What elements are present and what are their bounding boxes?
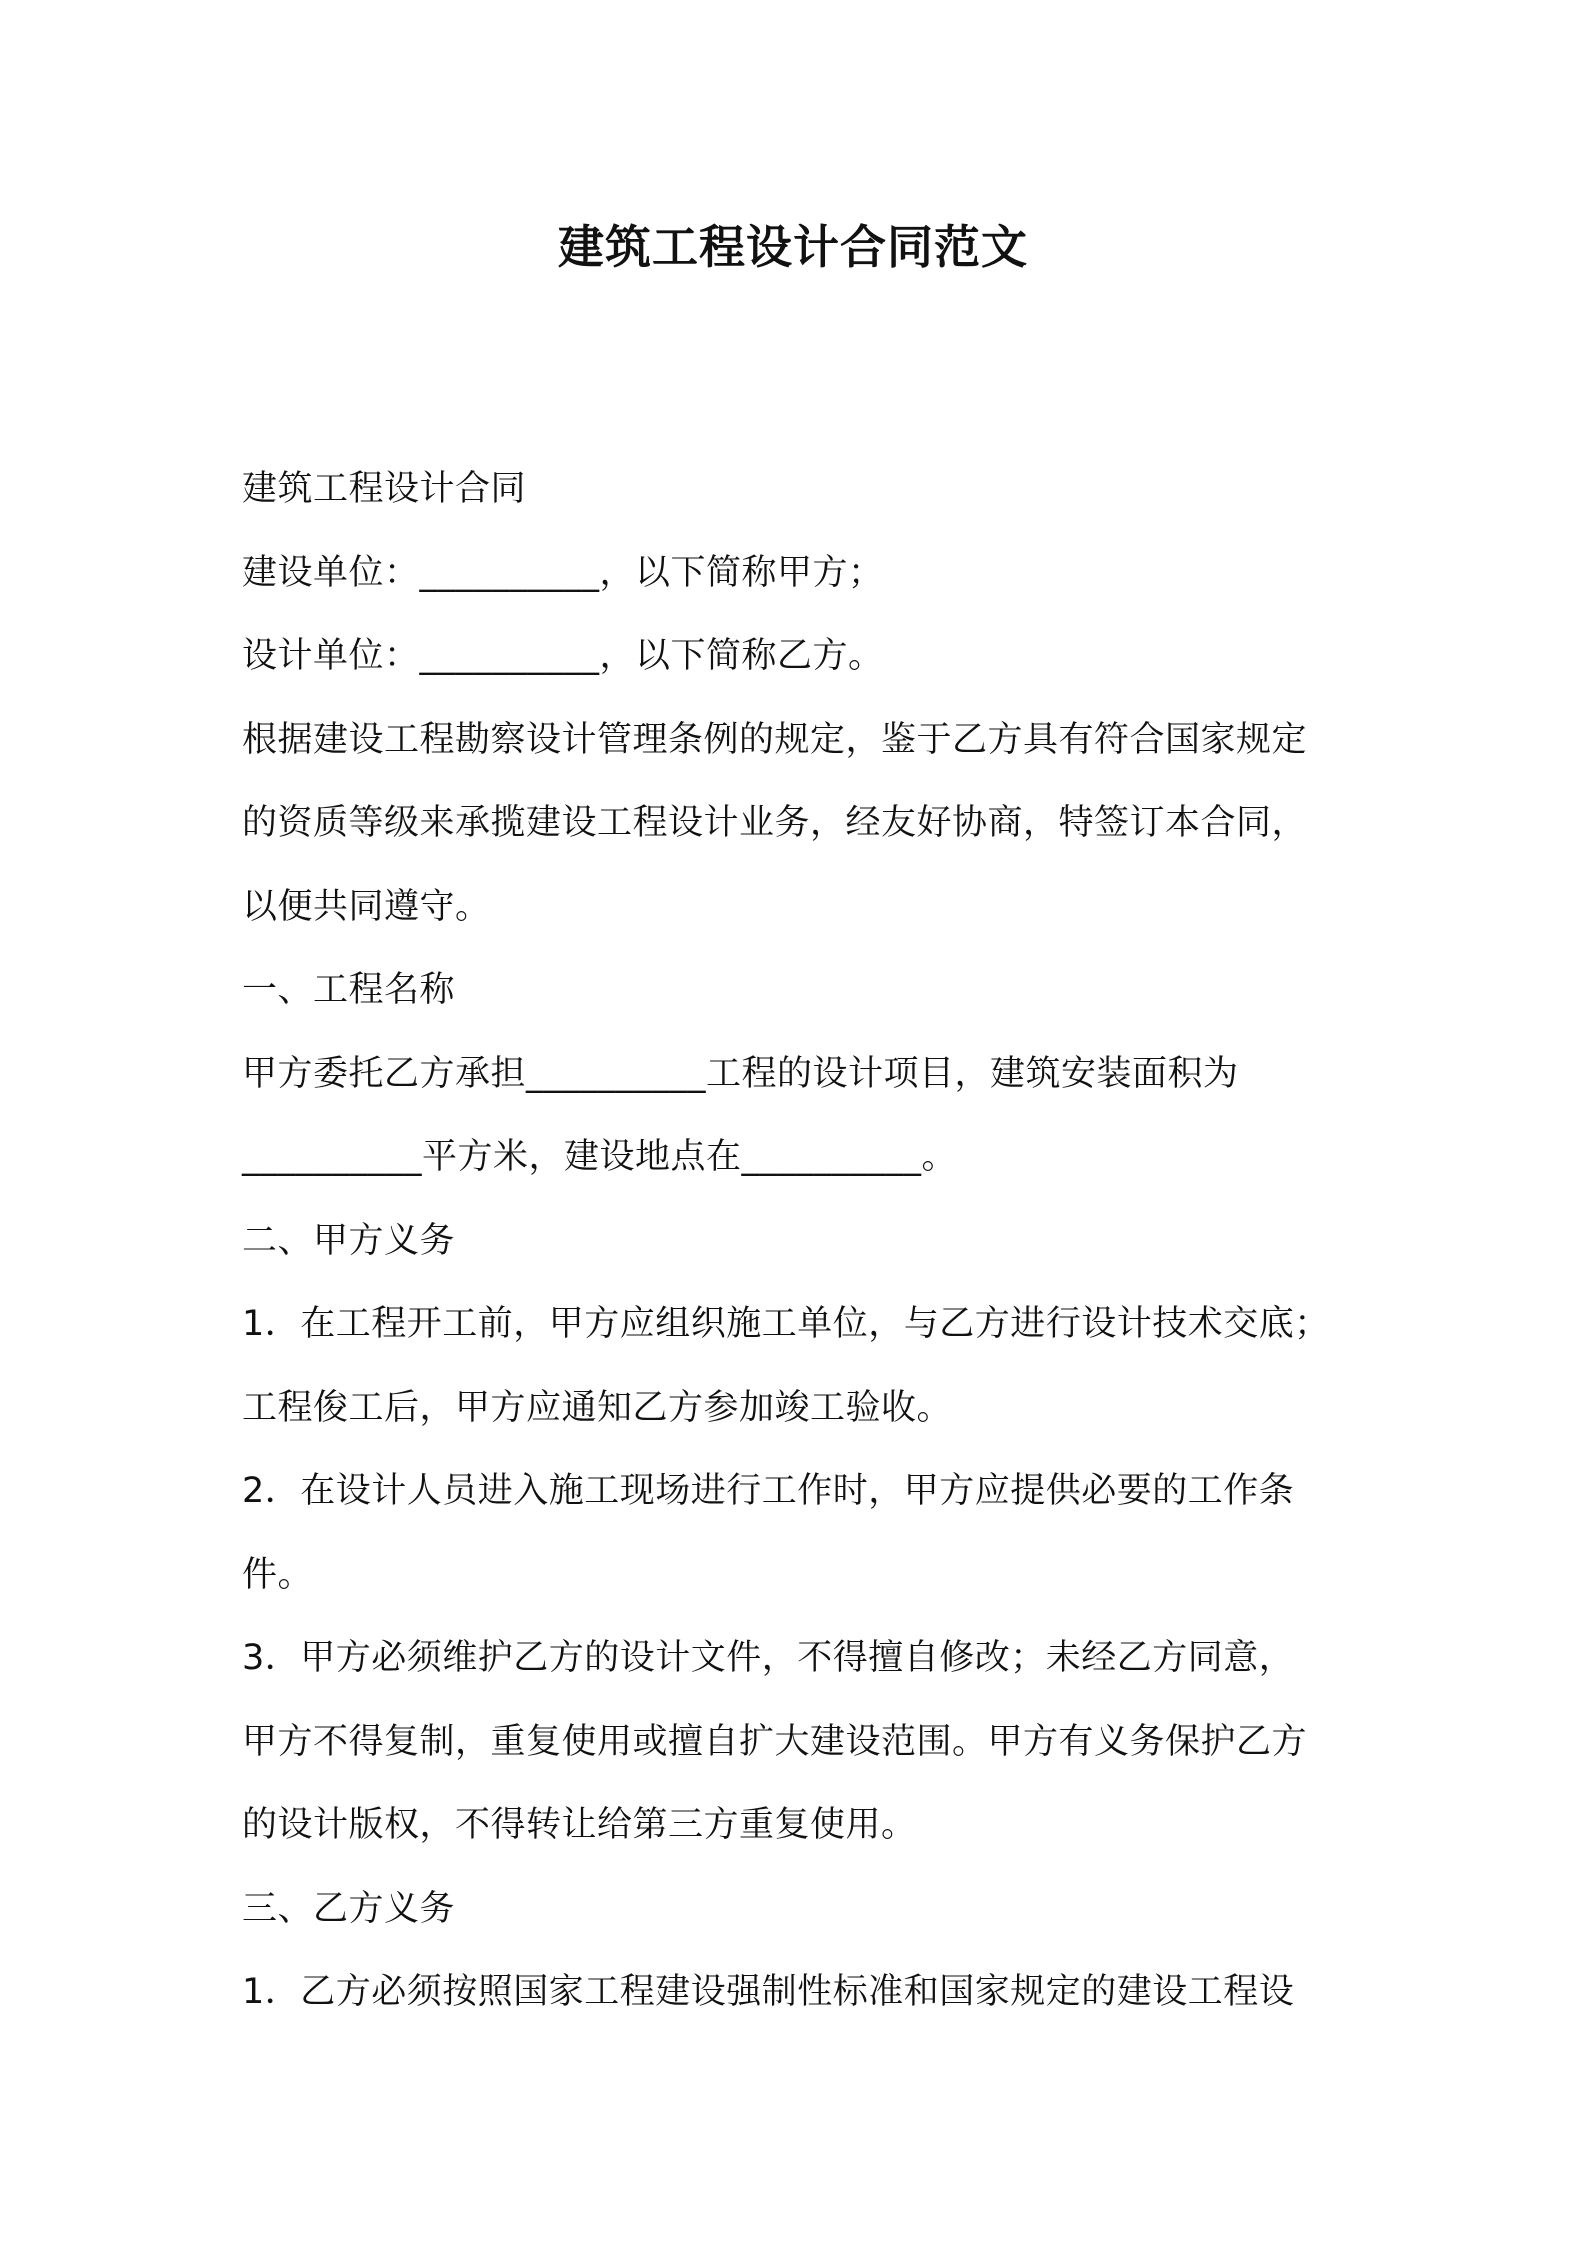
party-b-line: 设计单位：__________，以下简称乙方。 [242,636,884,676]
paragraph-line: __________平方米，建设地点在__________。 [242,1137,958,1177]
paragraph-line: 工程俊工后，甲方应通知乙方参加竣工验收。 [242,1387,953,1428]
paragraph-line: 甲方委托乙方承担__________工程的设计项目，建筑安装面积为 [242,1053,1239,1094]
paragraph-line: 甲方不得复制，重复使用或擅自扩大建设范围。甲方有义务保护乙方 [242,1721,1308,1762]
party-a-line: 建设单位：__________，以下简称甲方； [242,552,884,593]
paragraph-line: 1．乙方必须按照国家工程建设强制性标准和国家规定的建设工程设 [242,1972,1295,2012]
paragraph-line: 的设计版权，不得转让给第三方重复使用。 [242,1805,917,1845]
paragraph-line: 3．甲方必须维护乙方的设计文件，不得擅自修改；未经乙方同意， [242,1638,1295,1678]
section-heading: 一、工程名称 [242,970,456,1010]
paragraph-line: 以便共同遵守。 [242,886,491,927]
subtitle-line: 建筑工程设计合同 [242,469,527,509]
section-heading: 三、乙方义务 [242,1888,456,1929]
paragraph-line: 件。 [242,1554,314,1595]
paragraph-line: 2．在设计人员进入施工现场进行工作时，甲方应提供必要的工作条 [242,1471,1295,1511]
paragraph-line: 1．在工程开工前，甲方应组织施工单位，与乙方进行设计技术交底； [242,1304,1330,1344]
paragraph-line: 的资质等级来承揽建设工程设计业务，经友好协商，特签订本合同， [242,803,1308,843]
section-heading: 二、甲方义务 [242,1220,456,1261]
document-title: 建筑工程设计合同范文 [558,220,1028,274]
paragraph-line: 根据建设工程勘察设计管理条例的规定，鉴于乙方具有符合国家规定 [242,719,1308,760]
document-body [242,448,1362,2035]
